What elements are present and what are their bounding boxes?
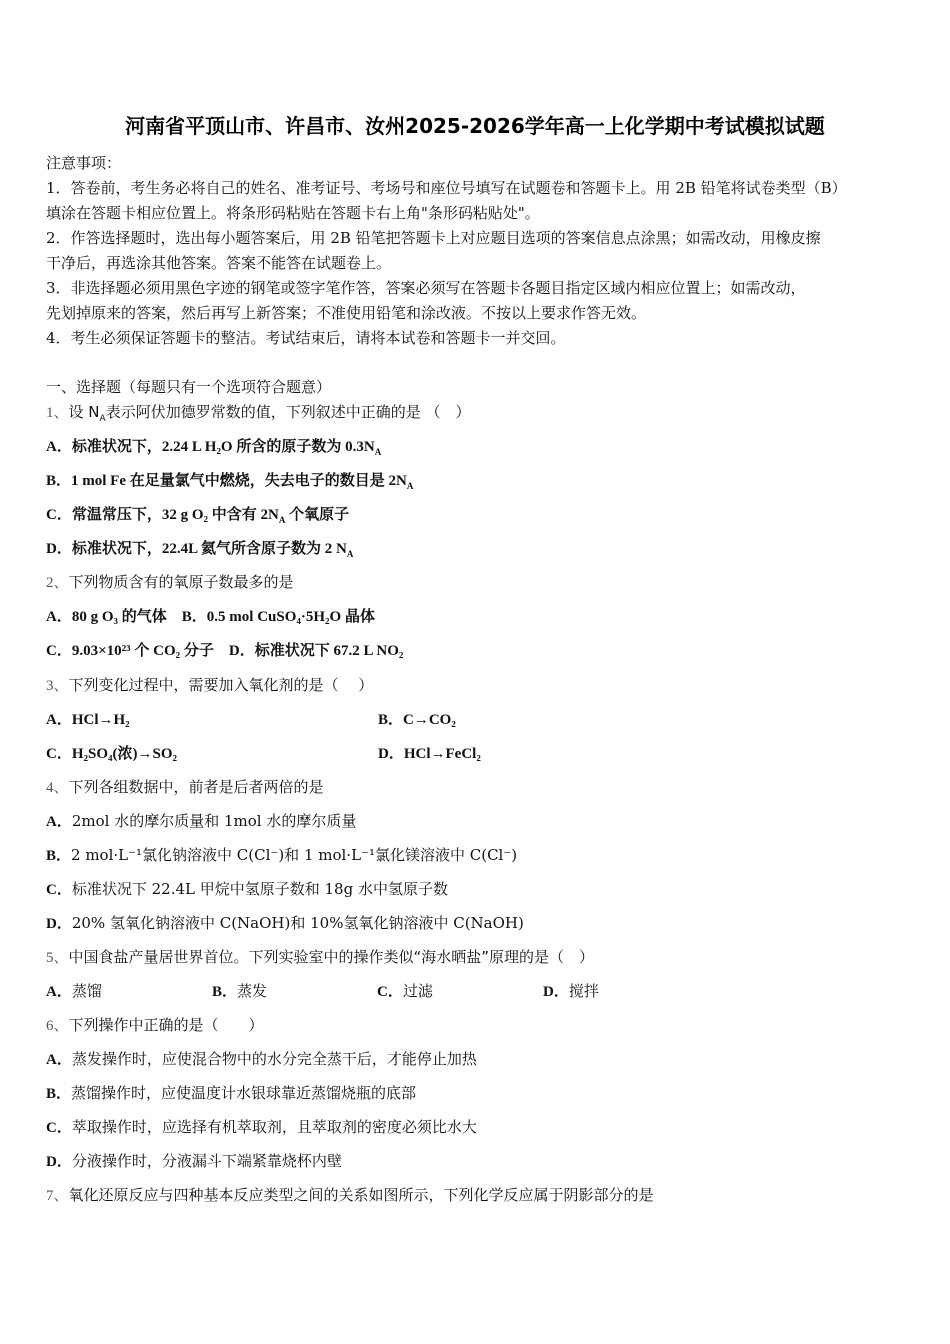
question-number: 4、: [46, 780, 69, 796]
notice-line: 先划掉原来的答案，然后再写上新答案；不准使用铅笔和涂改液。不按以上要求作答无效。: [46, 304, 647, 322]
question-3-option-b: [378, 708, 456, 729]
option-text: 80 g O₃ 的气体: [71, 609, 167, 625]
stem-text: 设 N: [68, 403, 100, 421]
question-1-option-d: [46, 537, 353, 558]
notice-line: 2．作答选择题时，选出每小题答案后，用 2B 铅笔把答题卡上对应题目选项的答案信息点涂黑；如需改动，用橡皮擦: [46, 229, 821, 247]
question-5-option-d: [543, 980, 599, 1001]
option-text: 1 mol Fe 在足量氯气中燃烧，失去电子的数目是 $2N_A$: [71, 473, 414, 491]
option-text: 常温常压下，32 g O₂ 中含有 $2N_A$ 个氧原子: [71, 507, 350, 525]
option-label: D．: [46, 916, 72, 932]
section-heading: 一、选择题（每题只有一个选项符合题意）: [46, 378, 332, 396]
option-text: 蒸发操作时，应使混合物中的水分完全蒸干后，才能停止加热: [71, 1050, 477, 1068]
option-text: 蒸馏: [71, 982, 102, 1000]
option-text: 标准状况下 67.2 L NO₂: [254, 643, 404, 659]
question-4-option-a: [46, 810, 356, 831]
option-label: D．: [543, 984, 569, 1000]
option-text: C→CO₂: [403, 712, 456, 728]
stem-subscript: A: [99, 414, 106, 424]
stem-text: 下列操作中正确的是（ ）: [68, 1016, 264, 1034]
option-text: 搅拌: [568, 982, 599, 1000]
stem-text: 下列各组数据中，前者是后者两倍的是: [68, 778, 324, 796]
notice-line: 干净后，再选涂其他答案。答案不能答在试题卷上。: [46, 254, 392, 272]
question-number: 6、: [46, 1018, 69, 1034]
option-label: B．: [181, 609, 207, 625]
option-label: D．: [46, 1154, 72, 1170]
notice-line: 1．答卷前，考生务必将自己的姓名、准考证号、考场号和座位号填写在试题卷和答题卡上。用 2B 铅笔将试卷类型（B）: [46, 179, 847, 197]
question-4-option-c: [46, 878, 448, 899]
option-label: A．: [46, 984, 72, 1000]
question-4-stem: [46, 776, 324, 797]
option-text: 2 mol·L⁻¹氯化钠溶液中 C(Cl⁻)和 1 mol·L⁻¹氯化镁溶液中 C(Cl⁻): [71, 846, 518, 864]
option-text: 标准状况下，2.24 L H₂O 所含的原子数为 $0.3N_A$: [71, 439, 382, 457]
option-text: 20% 氢氧化钠溶液中 C(NaOH)和 10%氢氧化钠溶液中 C(NaOH): [71, 914, 524, 932]
option-label: B．: [212, 984, 238, 1000]
option-label: C．: [46, 746, 72, 762]
question-5-option-b: [212, 980, 267, 1001]
question-number: 7、: [46, 1188, 69, 1204]
option-text: 萃取操作时，应选择有机萃取剂，且萃取剂的密度必须比水大: [71, 1118, 477, 1136]
option-label: A．: [46, 1052, 72, 1068]
option-text: 蒸馏操作时，应使温度计水银球靠近蒸馏烧瓶的底部: [71, 1084, 417, 1102]
option-label: C．: [377, 984, 403, 1000]
question-6-stem: [46, 1014, 264, 1035]
question-6-option-d: [46, 1150, 342, 1171]
option-text: 标准状况下 22.4L 甲烷中氢原子数和 18g 水中氢原子数: [71, 880, 448, 898]
option-label: B．: [378, 712, 404, 728]
stem-text: 下列变化过程中，需要加入氧化剂的是（ ）: [68, 676, 374, 694]
option-text: 蒸发: [237, 982, 268, 1000]
question-5-stem: [46, 946, 594, 967]
question-1-option-c: [46, 503, 349, 524]
question-4-option-b: [46, 844, 517, 865]
question-3-option-d: [378, 742, 481, 763]
option-label: C．: [46, 1120, 72, 1136]
question-1-option-b: [46, 469, 413, 490]
option-label: A．: [46, 439, 72, 455]
option-label: B．: [46, 1086, 72, 1102]
option-text: HCl→H₂: [71, 712, 130, 728]
notice-line: 填涂在答题卡相应位置上。将条形码粘贴在答题卡右上角"条形码粘贴处"。: [46, 204, 540, 222]
question-3-option-c: [46, 742, 177, 763]
option-text: H₂SO₄(浓)→SO₂: [71, 746, 178, 762]
question-5-option-c: [377, 980, 433, 1001]
question-number: 1、: [46, 405, 69, 421]
option-label: C．: [46, 643, 72, 659]
option-text: 标准状况下，22.4L 氦气所含原子数为 2 $N_A$: [71, 541, 354, 559]
option-label: A．: [46, 609, 72, 625]
question-1-stem: [46, 401, 470, 422]
option-text: HCl→FeCl₂: [403, 746, 481, 762]
option-label: D．: [228, 643, 255, 659]
stem-text: 表示阿伏加德罗常数的值，下列叙述中正确的是 （ ）: [105, 403, 471, 421]
question-1-option-a: [46, 435, 381, 456]
stem-text: 氧化还原反应与四种基本反应类型之间的关系如图所示，下列化学反应属于阴影部分的是: [68, 1186, 654, 1204]
question-7-stem: [46, 1184, 654, 1205]
option-text: 0.5 mol CuSO₄·5H₂O 晶体: [206, 609, 375, 625]
option-text: 过滤: [402, 982, 433, 1000]
option-label: A．: [46, 712, 72, 728]
option-label: A．: [46, 814, 72, 830]
question-3-stem: [46, 674, 373, 695]
question-6-option-a: [46, 1048, 477, 1069]
question-4-option-d: [46, 912, 524, 933]
notice-heading: 注意事项：: [46, 154, 122, 172]
stem-text: 下列物质含有的氧原子数最多的是: [68, 573, 294, 591]
question-2-options-ab: [46, 605, 375, 626]
question-2-stem: [46, 571, 294, 592]
notice-line: 3．非选择题必须用黑色字迹的钢笔或签字笔作答，答案必须写在答题卡各题目指定区域内相应位置上；如需改动，: [46, 279, 806, 297]
stem-text: 中国食盐产量居世界首位。下列实验室中的操作类似“海水晒盐”原理的是（ ）: [68, 948, 595, 966]
option-text: 9.03×10²³ 个 CO₂ 分子: [71, 643, 214, 659]
page-title: 河南省平顶山市、许昌市、汝州2025-2026学年高一上化学期中考试模拟试题: [125, 114, 825, 138]
option-label: C．: [46, 882, 72, 898]
option-text: 分液操作时，分液漏斗下端紧靠烧杯内壁: [71, 1152, 342, 1170]
question-2-options-cd: [46, 639, 403, 660]
question-6-option-b: [46, 1082, 416, 1103]
question-5-option-a: [46, 980, 102, 1001]
option-label: B．: [46, 473, 72, 489]
question-number: 3、: [46, 678, 69, 694]
option-label: C．: [46, 507, 72, 523]
question-3-option-a: [46, 708, 130, 729]
option-label: D．: [378, 746, 404, 762]
option-label: D．: [46, 541, 72, 557]
question-6-option-c: [46, 1116, 477, 1137]
notice-line: 4．考生必须保证答题卡的整洁。考试结束后，请将本试卷和答题卡一并交回。: [46, 329, 566, 347]
option-text: 2mol 水的摩尔质量和 1mol 水的摩尔质量: [71, 812, 357, 830]
option-label: B．: [46, 848, 72, 864]
question-number: 2、: [46, 575, 69, 591]
question-number: 5、: [46, 950, 69, 966]
